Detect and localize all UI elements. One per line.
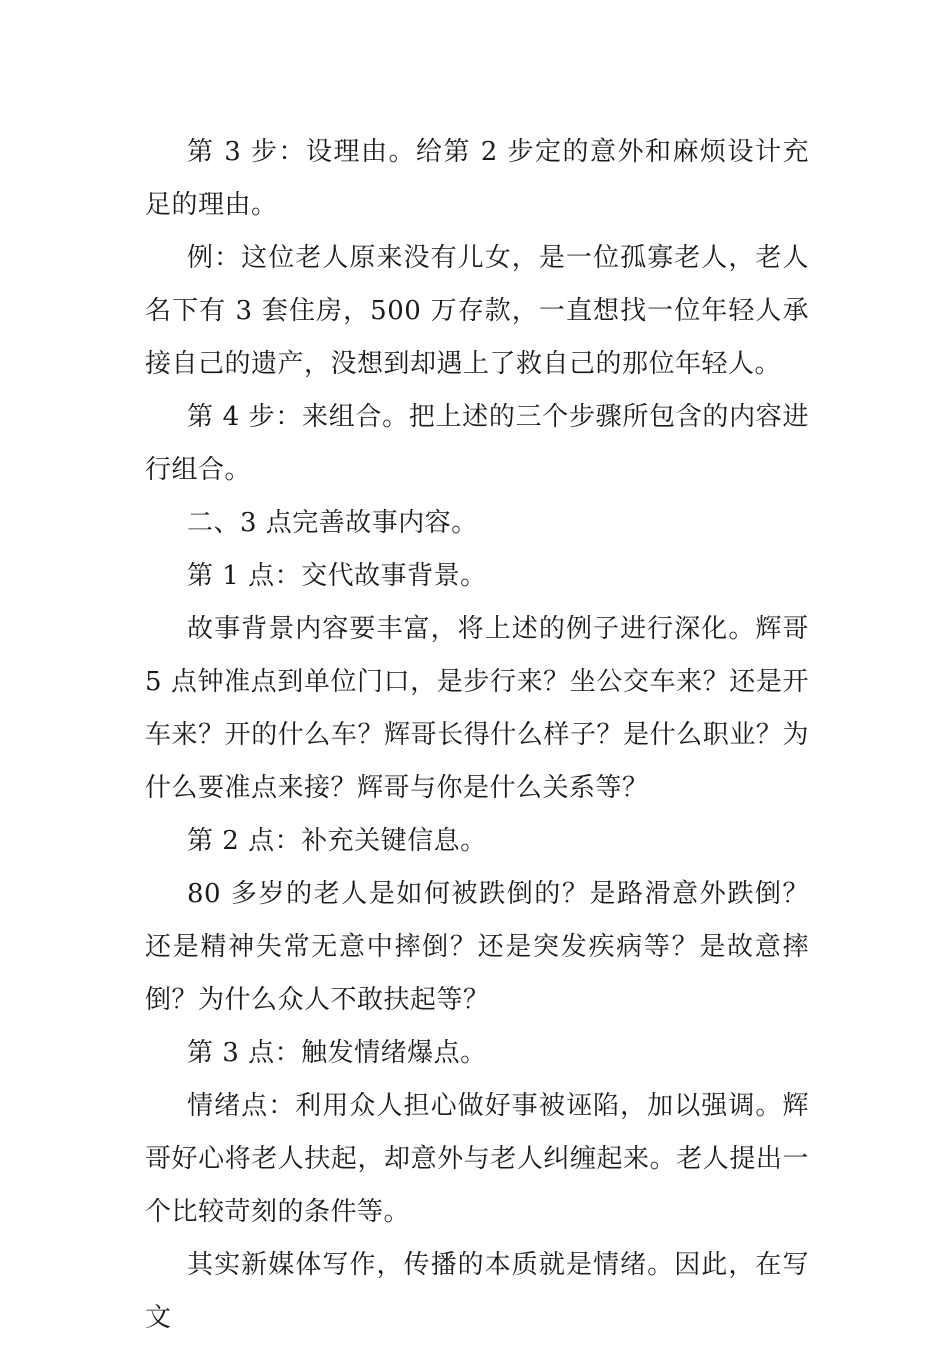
document-body	[145, 126, 809, 1345]
paragraph-key-info: 80 多岁的老人是如何被跌倒的？是路滑意外跌倒？还是精神失常无意中摔倒？还是突发疾病等？是故意摔倒？为什么众人不敢扶起等？	[145, 879, 809, 1015]
paragraph-closing: 其实新媒体写作，传播的本质就是情绪。因此，在写文	[145, 1250, 809, 1333]
paragraph-point-1: 第 1 点：交代故事背景。	[187, 561, 487, 591]
paragraph-point-3: 第 3 点：触发情绪爆点。	[187, 1038, 487, 1068]
paragraph-background: 故事背景内容要丰富，将上述的例子进行深化。辉哥 5 点钟准点到单位门口，是步行来？坐公交车来？还是开车来？开的什么车？辉哥长得什么样子？是什么职业？为什么要准点来接？辉哥与你是什么关系等？	[145, 614, 809, 803]
paragraph-example: 例：这位老人原来没有儿女，是一位孤寡老人，老人名下有 3 套住房，500 万存款，一直想找一位年轻人承接自己的遗产，没想到却遇上了救自己的那位年轻人。	[145, 243, 809, 379]
paragraph-step-4: 第 4 步：来组合。把上述的三个步骤所包含的内容进行组合。	[145, 402, 809, 485]
paragraph-emotion: 情绪点：利用众人担心做好事被诬陷，加以强调。辉哥好心将老人扶起，却意外与老人纠缠起来。老人提出一个比较苛刻的条件等。	[145, 1091, 809, 1227]
paragraph-point-2: 第 2 点：补充关键信息。	[187, 826, 487, 856]
section-heading-two: 二、3 点完善故事内容。	[187, 508, 478, 538]
paragraph-step-3: 第 3 步：设理由。给第 2 步定的意外和麻烦设计充足的理由。	[145, 137, 809, 220]
